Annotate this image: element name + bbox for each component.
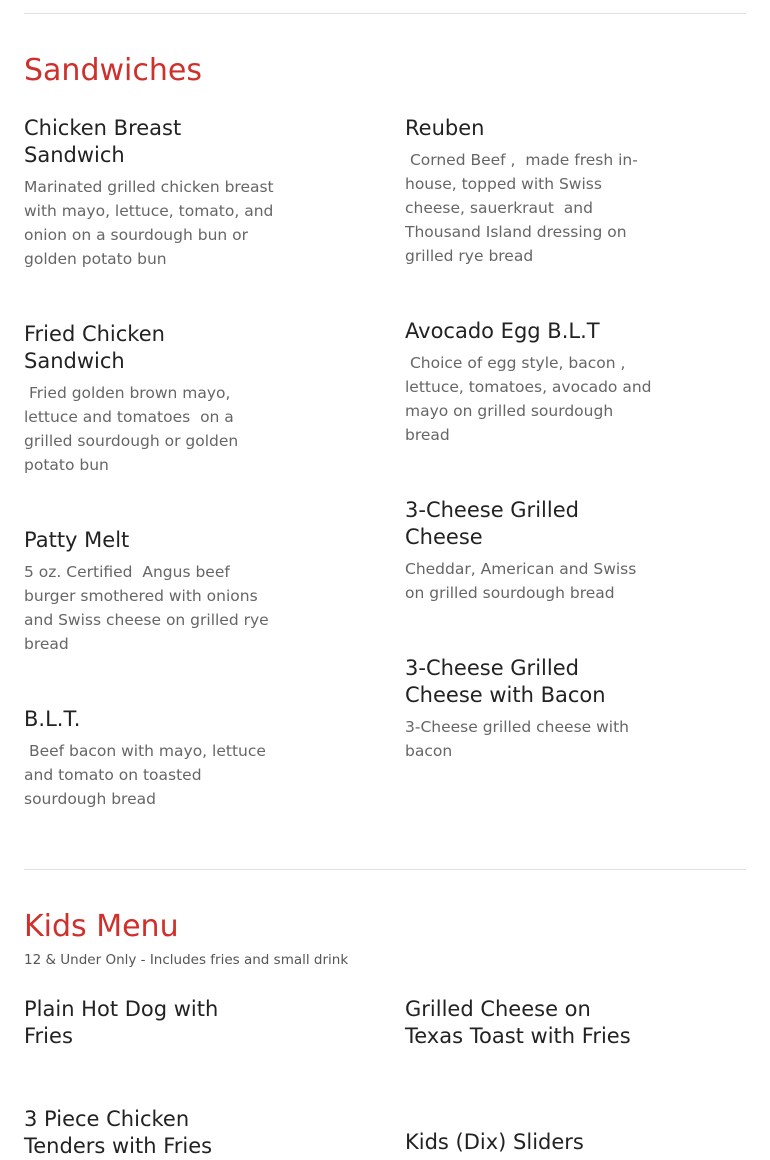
menu-item-3-cheese-grilled-cheese (405, 497, 655, 605)
menu-item-patty-melt (24, 527, 274, 656)
menu-item-name: Avocado Egg B.L.T (405, 319, 600, 343)
section-divider (24, 869, 746, 870)
menu-item-name: Kids (Dix) Sliders (405, 1130, 584, 1154)
menu-item-description: Choice of egg style, bacon , lettuce, tomatoes, avocado and mayo on grilled sourdough bread (405, 354, 657, 444)
menu-item-name: 3-Cheese Grilled Cheese (405, 498, 579, 549)
top-divider (24, 13, 746, 14)
menu-item-blt (24, 706, 274, 811)
menu-item-name: B.L.T. (24, 707, 81, 731)
menu-item-3-cheese-grilled-cheese-bacon (405, 655, 655, 763)
menu-item-plain-hot-dog (24, 996, 274, 1050)
menu-item-description: Cheddar, American and Swiss on grilled sourdough bread (405, 560, 642, 602)
menu-item-grilled-cheese-texas-toast (405, 996, 655, 1050)
menu-item-name: Chicken Breast Sandwich (24, 116, 182, 167)
menu-item-description: 3-Cheese grilled cheese with bacon (405, 718, 634, 760)
section-subtitle: 12 & Under Only - Includes fries and small drink (24, 952, 349, 968)
menu-item-chicken-breast-sandwich (24, 115, 279, 271)
menu-item-kids-sliders (405, 1129, 655, 1156)
menu-item-name: Reuben (405, 116, 485, 140)
menu-item-name: 3-Cheese Grilled Cheese with Bacon (405, 656, 606, 707)
menu-item-description: Corned Beef , made fresh in-house, topped with Swiss cheese, sauerkraut and Thousand Island dressing on grilled rye bread (405, 151, 638, 265)
section-title: Sandwiches (24, 53, 202, 88)
menu-item-reuben (405, 115, 655, 268)
section-title: Kids Menu (24, 909, 179, 944)
menu-item-3-piece-chicken-tenders (24, 1106, 274, 1160)
menu-item-description: Fried golden brown mayo, lettuce and tomatoes on a grilled sourdough or golden potato bun (24, 384, 244, 474)
menu-item-name: Fried Chicken Sandwich (24, 322, 165, 373)
menu-item-description: Beef bacon with mayo, lettuce and tomato on toasted sourdough bread (24, 742, 271, 808)
menu-item-avocado-egg-blt (405, 318, 655, 447)
menu-item-description: Marinated grilled chicken breast with mayo, lettuce, tomato, and onion on a sourdough bun or golden potato bun (24, 178, 279, 268)
menu-item-description: 5 oz. Certified Angus beef burger smothered with onions and Swiss cheese on grilled rye bread (24, 563, 274, 653)
menu-item-name: 3 Piece Chicken Tenders with Fries (24, 1107, 213, 1158)
menu-item-name: Patty Melt (24, 528, 130, 552)
menu-item-name: Plain Hot Dog with Fries (24, 997, 219, 1048)
menu-item-fried-chicken-sandwich (24, 321, 274, 477)
menu-item-name: Grilled Cheese on Texas Toast with Fries (405, 997, 631, 1048)
